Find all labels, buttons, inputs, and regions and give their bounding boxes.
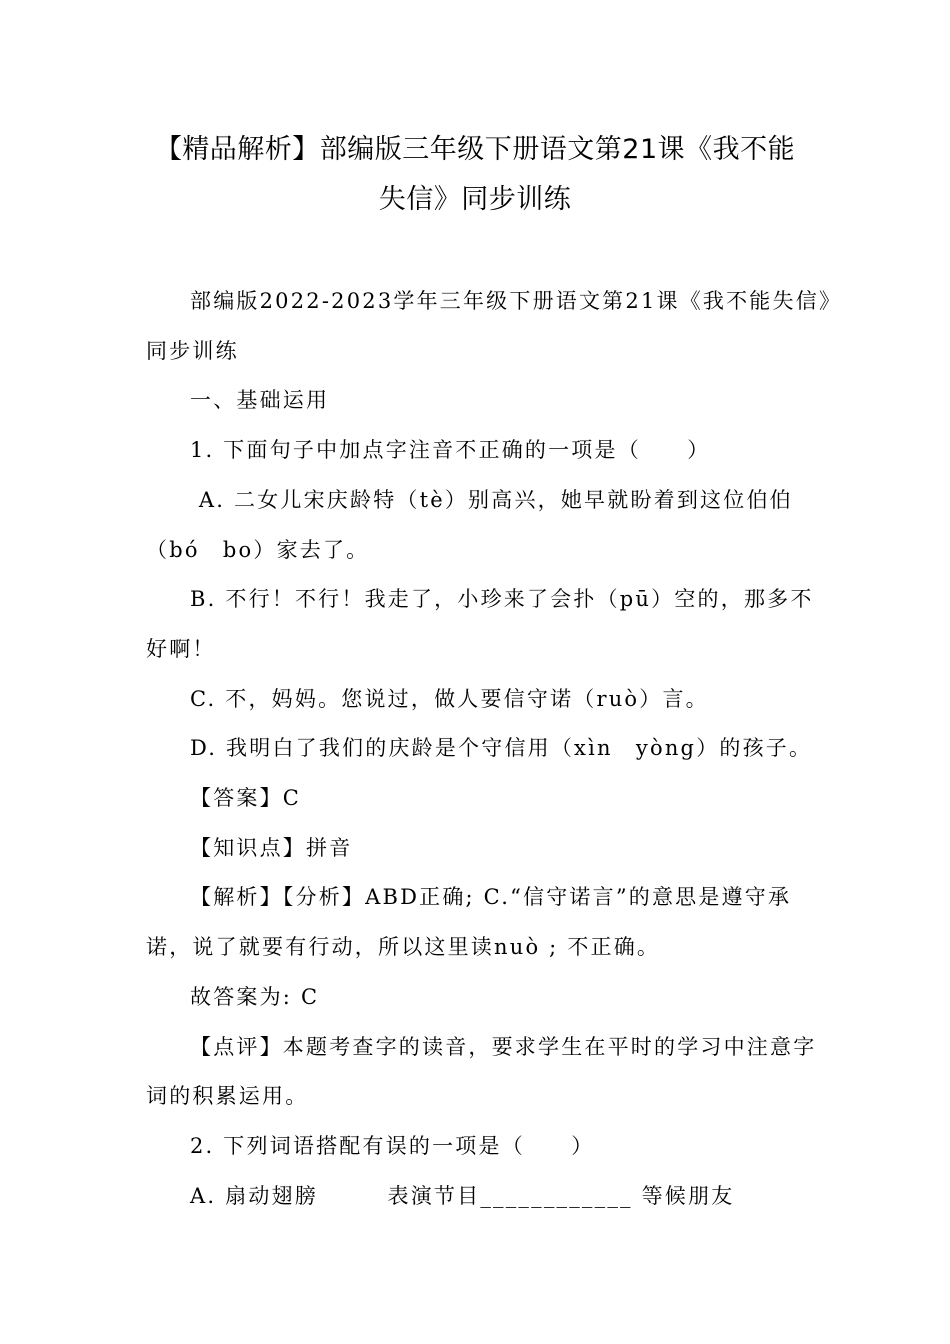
final-answer: 故答案为: C bbox=[190, 985, 320, 1009]
knowledge-point: 【知识点】拼音 bbox=[190, 836, 353, 860]
intro-line-2: 同步训练 bbox=[146, 339, 239, 363]
comment-line-1: 【点评】本题考查字的读音，要求学生在平时的学习中注意字 bbox=[190, 1035, 817, 1059]
option-c: C. 不，妈妈。您说过，做人要信守诺（ruò）言。 bbox=[190, 687, 709, 711]
comment-line-2: 词的积累运用。 bbox=[146, 1084, 309, 1108]
question-2: 2. 下列词语搭配有误的一项是（ ） bbox=[190, 1134, 595, 1158]
section-heading: 一、基础运用 bbox=[190, 388, 330, 412]
option-d: D. 我明白了我们的庆龄是个守信用（xìn yòng）的孩子。 bbox=[190, 736, 813, 760]
analysis-line-2: 诺，说了就要有行动，所以这里读nuò ; 不正确。 bbox=[146, 935, 661, 959]
option-b-line-1: B. 不行！不行！我走了，小珍来了会扑（pū）空的，那多不 bbox=[190, 587, 814, 611]
option-b-line-2: 好啊！ bbox=[146, 637, 216, 661]
document-title-line-1: 【精品解析】部编版三年级下册语文第21课《我不能 bbox=[154, 134, 796, 165]
option-a-line-2: （bó bo）家去了。 bbox=[146, 538, 370, 562]
question-2-option-a: A. 扇动翅膀 表演节目____________ 等候朋友 bbox=[190, 1184, 735, 1208]
analysis-line-1: 【解析】【分析】ABD正确; C.“信守诺言”的意思是遵守承 bbox=[190, 885, 792, 909]
option-a-line-1: A. 二女儿宋庆龄特（tè）别高兴，她早就盼着到这位伯伯 bbox=[190, 488, 793, 512]
document-title-line-2: 失信》同步训练 bbox=[378, 184, 572, 215]
question-1: 1. 下面句子中加点字注音不正确的一项是（ ） bbox=[190, 438, 711, 462]
intro-line-1: 部编版2022-2023学年三年级下册语文第21课《我不能失信》 bbox=[190, 289, 843, 313]
answer-line: 【答案】C bbox=[190, 786, 302, 810]
